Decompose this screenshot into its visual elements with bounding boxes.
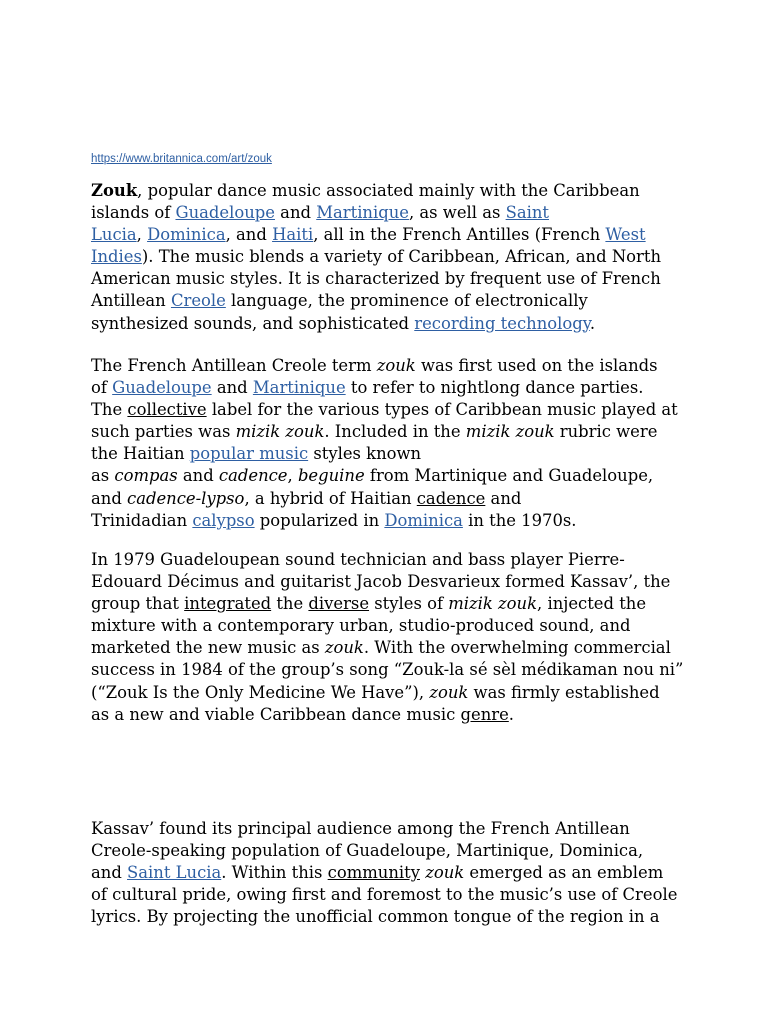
p3-l3-d: , injected the <box>537 594 647 614</box>
p4-line-5: lyrics. By projecting the unofficial common tongue of the region in a <box>91 907 660 927</box>
link-guadeloupe[interactable]: Guadeloupe <box>175 203 275 223</box>
p3-line-8 <box>91 704 681 726</box>
paragraph-1 <box>91 180 681 335</box>
paragraph-4 <box>91 818 681 928</box>
p1-l7-b: . <box>589 313 596 333</box>
link-dominica[interactable]: Dominica <box>147 225 226 245</box>
p2-l6-d: from Martinique and Guadeloupe, <box>364 466 654 486</box>
link-saint-lucia-2[interactable]: Saint Lucia <box>127 863 222 883</box>
link-west-indies-part1[interactable]: West <box>605 225 646 245</box>
link-martinique[interactable]: Martinique <box>316 203 409 223</box>
p2-l2-c: to refer to nightlong dance parties. <box>345 378 644 398</box>
p2-line-7 <box>91 488 681 510</box>
p1-l2-b: and <box>274 203 317 223</box>
p1-line-2 <box>91 202 681 224</box>
p1-l6-a: Antillean <box>91 291 171 311</box>
p2-line-3 <box>91 399 681 421</box>
link-west-indies-part2[interactable]: Indies <box>91 247 142 267</box>
p3-line-1: In 1979 Guadeloupean sound technician and bass player Pierre- <box>91 550 625 569</box>
p1-l7-a: synthesized sounds, and sophisticated <box>91 313 415 333</box>
p2-line-2 <box>91 377 681 399</box>
p3-line-4: mixture with a contemporary urban, studio-produced sound, and <box>91 616 631 636</box>
p4-line-2: Creole-speaking population of Guadeloupe, Martinique, Dominica, <box>91 841 644 861</box>
term-collective[interactable]: collective <box>127 400 207 420</box>
link-haiti[interactable]: Haiti <box>272 225 314 245</box>
link-creole[interactable]: Creole <box>170 291 226 311</box>
p3-l7-a: (“Zouk Is the Only Medicine We Have”), <box>91 682 430 702</box>
p2-l7-a: and <box>91 488 128 508</box>
p2-l4-italic-1: mizik zouk <box>235 422 325 442</box>
p2-l2-b: and <box>211 378 253 398</box>
link-saint-lucia-part1[interactable]: Saint <box>505 203 550 223</box>
p3-l8-b: . <box>508 704 515 724</box>
p2-l8-c: in the 1970s. <box>462 510 577 530</box>
p3-l8-a: as a new and viable Caribbean dance music <box>91 704 461 724</box>
p2-l6-italic-1: compas <box>114 466 178 486</box>
p3-l5-a: marketed the new music as <box>91 638 325 658</box>
p1-line-5: American music styles. It is characterized by frequent use of French <box>91 269 661 289</box>
paragraph-3 <box>91 549 684 726</box>
p3-l7-b: was firmly established <box>468 682 660 702</box>
p4-l3-a: and <box>91 863 128 883</box>
p3-line-2: Edouard Décimus and guitarist Jacob Desvarieux formed Kassav’, the <box>91 572 671 592</box>
p4-line-3 <box>91 862 681 884</box>
link-guadeloupe-2[interactable]: Guadeloupe <box>112 378 212 398</box>
p3-l5-b: . With the overwhelming commercial <box>363 638 671 658</box>
p2-l8-a: Trinidadian <box>91 510 193 530</box>
p2-l7-b: , a hybrid of Haitian <box>244 488 417 508</box>
p2-l5-b: styles known <box>308 444 422 464</box>
p1-l3-b: , and <box>225 225 273 245</box>
p2-l6-c: , <box>287 466 298 486</box>
p1-line-7 <box>91 313 681 335</box>
p3-l5-italic: zouk <box>324 638 364 658</box>
p2-l6-italic-2: cadence <box>218 466 288 486</box>
p4-line-4: of cultural pride, owing first and foremost to the music’s use of Creole <box>91 885 678 905</box>
p2-l3-b: label for the various types of Caribbean music played at <box>206 400 678 420</box>
p4-l3-italic: zouk <box>425 863 465 883</box>
p1-l3-a: , <box>136 225 148 245</box>
p1-l3-c: , all in the French Antilles (French <box>313 225 606 245</box>
p2-line-5 <box>91 443 681 465</box>
p3-l3-c: styles of <box>369 594 449 614</box>
p2-l1-a: The French Antillean Creole term <box>91 356 377 375</box>
link-popular-music[interactable]: popular music <box>189 444 309 464</box>
p2-l7-c: and <box>485 488 522 508</box>
p1-line-4 <box>91 246 681 268</box>
term-genre[interactable]: genre <box>460 704 509 724</box>
p4-l3-d: emerged as an emblem <box>464 863 664 883</box>
p1-line-1 <box>91 180 681 202</box>
p2-l4-b: . Included in the <box>324 422 466 442</box>
term-community[interactable]: community <box>327 863 420 883</box>
p4-line-1: Kassav’ found its principal audience among the French Antillean <box>91 819 630 838</box>
p2-line-4 <box>91 421 681 443</box>
term-cadence[interactable]: cadence <box>416 488 486 508</box>
p1-l2-c: , as well as <box>408 203 506 223</box>
term-zouk: Zouk <box>91 181 138 200</box>
p2-l7-italic: cadence-lypso <box>127 488 245 508</box>
link-martinique-2[interactable]: Martinique <box>252 378 346 398</box>
p2-l4-c: rubric were <box>554 422 658 442</box>
p3-line-6: success in 1984 of the group’s song “Zouk-la sé sèl médikaman nou ni” <box>91 660 684 680</box>
p3-line-5 <box>91 637 681 659</box>
p2-l3-a: The <box>91 400 128 420</box>
p2-l4-a: such parties was <box>91 422 236 442</box>
source-url-link[interactable]: https://www.britannica.com/art/zouk <box>91 153 272 165</box>
p2-line-6 <box>91 465 681 487</box>
p2-l4-italic-2: mizik zouk <box>465 422 555 442</box>
p2-l1-b: was first used on the islands <box>415 356 658 375</box>
link-saint-lucia-part2[interactable]: Lucia <box>91 225 137 245</box>
p3-l3-italic: mizik zouk <box>448 594 538 614</box>
p3-l7-italic: zouk <box>429 682 469 702</box>
p4-l3-b: . Within this <box>221 863 328 883</box>
p2-l6-italic-3: beguine <box>297 466 365 486</box>
p3-l3-a: group that <box>91 594 185 614</box>
p2-l8-b: popularized in <box>254 510 385 530</box>
p2-l5-a: the Haitian <box>91 444 190 464</box>
p2-line-8 <box>91 510 681 532</box>
p1-l2-a: islands of <box>91 203 176 223</box>
link-dominica-2[interactable]: Dominica <box>384 510 463 530</box>
p3-line-7 <box>91 682 681 704</box>
p2-line-1 <box>91 355 681 377</box>
p1-l6-b: language, the prominence of electronically <box>225 291 588 311</box>
p3-l3-b: the <box>271 594 309 614</box>
p2-l1-italic: zouk <box>376 356 416 375</box>
p3-line-3 <box>91 593 681 615</box>
p1-l4-a: ). The music blends a variety of Caribbean, African, and North <box>141 247 662 267</box>
term-diverse[interactable]: diverse <box>308 594 370 614</box>
p2-l6-b: and <box>177 466 219 486</box>
link-calypso[interactable]: calypso <box>192 510 255 530</box>
p1-line-3 <box>91 224 681 246</box>
p1-l1-text: , popular dance music associated mainly with the Caribbean <box>137 181 640 200</box>
p1-line-6 <box>91 290 681 312</box>
p2-l2-a: of <box>91 378 113 398</box>
link-recording-technology[interactable]: recording technology <box>414 313 590 333</box>
p2-l6-a: as <box>91 466 115 486</box>
paragraph-2 <box>91 355 681 532</box>
term-integrated[interactable]: integrated <box>184 594 272 614</box>
